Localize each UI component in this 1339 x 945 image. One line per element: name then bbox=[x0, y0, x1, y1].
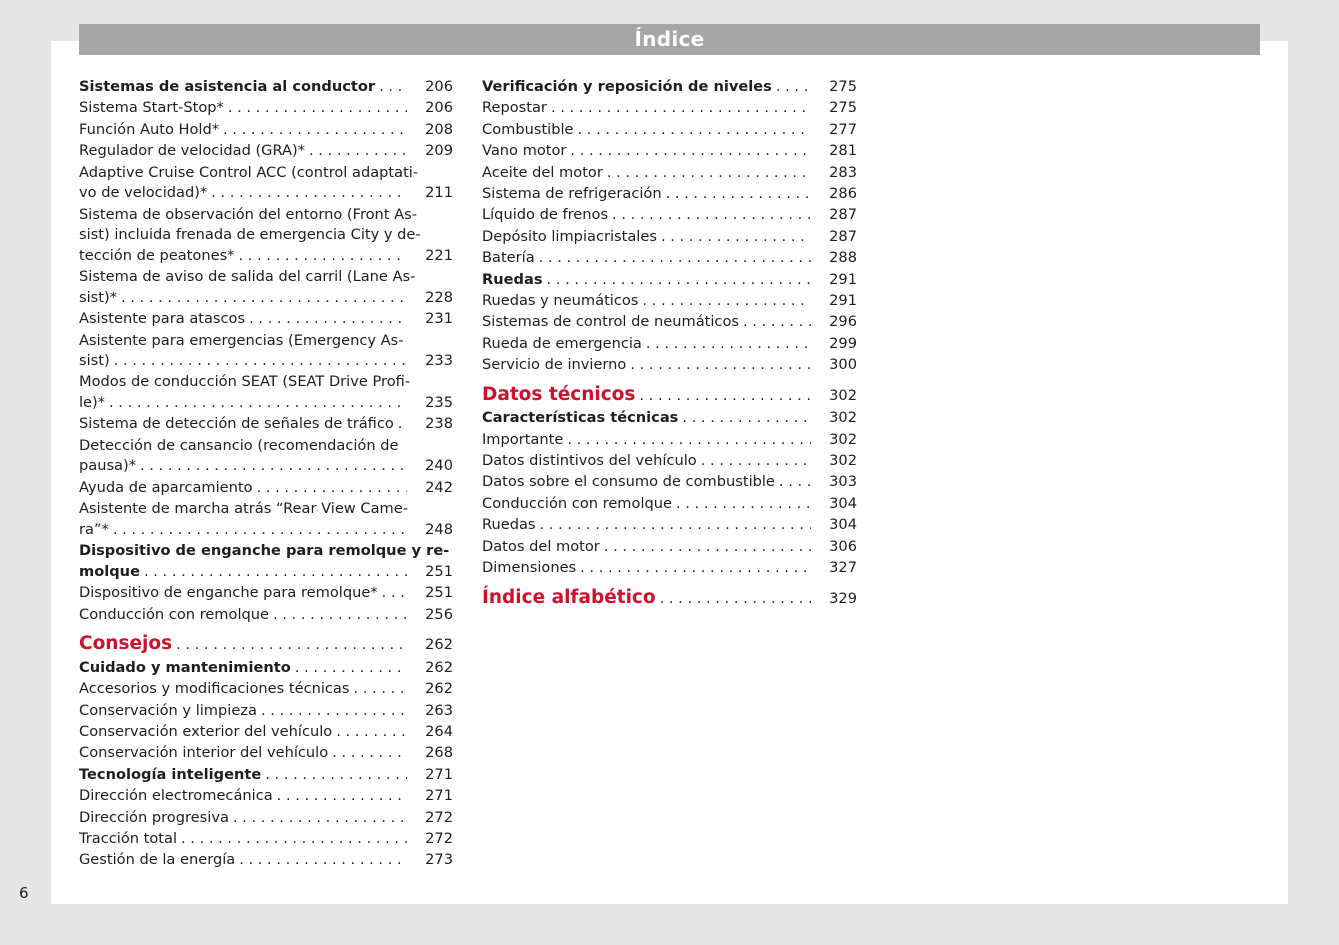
toc-entry-text: Sistema de aviso de salida del carril (Lane As- bbox=[79, 268, 416, 286]
toc-page-number: 262 bbox=[425, 636, 453, 654]
toc-entry-text: tección de peatones* bbox=[79, 246, 235, 264]
toc-page-number: 272 bbox=[425, 829, 453, 847]
dot-leader bbox=[547, 270, 811, 291]
dot-leader bbox=[607, 163, 811, 184]
toc-page-number: 275 bbox=[829, 99, 857, 117]
toc-page-number: 209 bbox=[425, 142, 453, 160]
toc-page-number: 291 bbox=[829, 270, 857, 288]
toc-page-number: 228 bbox=[425, 288, 453, 306]
dot-leader bbox=[273, 605, 407, 626]
toc-entry-text: Cuidado y mantenimiento bbox=[79, 658, 291, 676]
toc-entry-text: Ruedas y neumáticos bbox=[482, 291, 639, 309]
toc-entry[interactable] bbox=[482, 558, 857, 579]
toc-entry-text: Consejos bbox=[79, 633, 173, 655]
toc-entry-text: Depósito limpiacristales bbox=[482, 227, 657, 245]
toc-entry-text: Batería bbox=[482, 249, 535, 267]
dot-leader bbox=[580, 558, 811, 579]
toc-page-number: 304 bbox=[829, 494, 857, 512]
dot-leader bbox=[228, 98, 407, 119]
toc-entry[interactable] bbox=[482, 270, 857, 291]
toc-entry[interactable] bbox=[79, 658, 453, 679]
toc-page-number: 306 bbox=[829, 537, 857, 555]
toc-page-number: 251 bbox=[425, 584, 453, 602]
toc-entry-text: Detección de cansancio (recomendación de bbox=[79, 436, 399, 454]
toc-page-number: 238 bbox=[425, 415, 453, 433]
toc-entry[interactable] bbox=[79, 679, 453, 700]
dot-leader bbox=[379, 77, 407, 98]
toc-entry-text: Sistema de detección de señales de tráfico bbox=[79, 415, 394, 433]
toc-entry[interactable] bbox=[79, 205, 453, 267]
toc-entry[interactable] bbox=[482, 537, 857, 558]
toc-entry[interactable] bbox=[482, 291, 857, 312]
toc-entry-text: Sistema Start-Stop* bbox=[79, 99, 224, 117]
toc-entry-text: Sistema de observación del entorno (Front As- bbox=[79, 205, 418, 223]
toc-page-number: 262 bbox=[425, 658, 453, 676]
toc-entry-text: Tracción total bbox=[79, 829, 178, 847]
toc-entry-text: Sistema de refrigeración bbox=[482, 184, 662, 202]
toc-entry[interactable] bbox=[482, 248, 857, 269]
dot-leader bbox=[332, 743, 407, 764]
toc-entry-text: ra”* bbox=[79, 520, 109, 538]
toc-page-number: 286 bbox=[829, 184, 857, 202]
toc-page-number: 242 bbox=[425, 478, 453, 496]
dot-leader bbox=[676, 494, 811, 515]
dot-leader bbox=[121, 288, 407, 309]
toc-entry-text: Dirección electromecánica bbox=[79, 787, 273, 805]
toc-entry-text: sist) incluida frenada de emergencia City y de- bbox=[79, 226, 421, 244]
toc-entry-text: Conservación y limpieza bbox=[79, 701, 257, 719]
toc-entry-text: sist) bbox=[79, 352, 110, 370]
toc-entry-text: Conducción con remolque bbox=[79, 605, 269, 623]
page-title: Índice bbox=[634, 27, 705, 51]
toc-page-number: 268 bbox=[425, 744, 453, 762]
dot-leader bbox=[779, 472, 811, 493]
toc-entry[interactable] bbox=[482, 494, 857, 515]
toc-entry-text: Función Auto Hold* bbox=[79, 120, 220, 138]
toc-entry-text: Asistente para atascos bbox=[79, 310, 246, 328]
dot-leader bbox=[238, 246, 407, 267]
toc-page-number: 283 bbox=[829, 163, 857, 181]
toc-page-number: 271 bbox=[425, 765, 453, 783]
toc-entry[interactable] bbox=[482, 312, 857, 333]
dot-leader bbox=[181, 829, 407, 850]
toc-page-number: 235 bbox=[425, 394, 453, 412]
toc-entry-text: sist)* bbox=[79, 288, 117, 306]
toc-entry-text: Dispositivo de enganche para remolque y re- bbox=[79, 542, 450, 560]
dot-leader bbox=[646, 334, 811, 355]
toc-entry-text: Vano motor bbox=[482, 142, 567, 160]
toc-entry[interactable] bbox=[482, 334, 857, 355]
toc-page-number: 275 bbox=[829, 78, 857, 95]
toc-entry-text: Rueda de emergencia bbox=[482, 334, 642, 352]
toc-right-column bbox=[482, 77, 857, 611]
toc-entry[interactable] bbox=[79, 743, 453, 764]
toc-entry[interactable] bbox=[482, 184, 857, 205]
toc-chapter-entry[interactable] bbox=[482, 588, 857, 610]
toc-page-number: 304 bbox=[829, 516, 857, 534]
dot-leader bbox=[661, 227, 811, 248]
toc-entry-text: le)* bbox=[79, 394, 106, 412]
toc-entry-text: Asistente de marcha atrás “Rear View Came- bbox=[79, 500, 408, 518]
toc-entry[interactable] bbox=[79, 765, 453, 786]
toc-entry[interactable] bbox=[482, 77, 857, 98]
dot-leader bbox=[743, 312, 811, 333]
toc-page-number: 256 bbox=[425, 605, 453, 623]
dot-leader bbox=[140, 456, 407, 477]
toc-entry[interactable] bbox=[79, 98, 453, 119]
dot-leader bbox=[682, 408, 811, 429]
dot-leader bbox=[540, 515, 811, 536]
index-header-bar bbox=[79, 24, 1260, 55]
toc-page-number: 287 bbox=[829, 227, 857, 245]
toc-left-column bbox=[79, 77, 453, 872]
toc-entry-text: Repostar bbox=[482, 99, 547, 117]
toc-entry-text: Dispositivo de enganche para remolque* bbox=[79, 584, 378, 602]
toc-entry-text: Servicio de invierno bbox=[482, 356, 627, 374]
toc-entry-text: Tecnología inteligente bbox=[79, 765, 262, 783]
dot-leader bbox=[144, 562, 407, 583]
toc-entry[interactable] bbox=[79, 163, 453, 204]
toc-entry[interactable] bbox=[79, 808, 453, 829]
toc-entry-text: Datos del motor bbox=[482, 537, 600, 555]
toc-entry[interactable] bbox=[482, 472, 857, 493]
toc-page-number: 231 bbox=[425, 310, 453, 328]
toc-entry-text: Importante bbox=[482, 430, 564, 448]
dot-leader bbox=[570, 141, 811, 162]
toc-entry-text: Regulador de velocidad (GRA)* bbox=[79, 142, 305, 160]
dot-leader bbox=[233, 808, 407, 829]
toc-entry[interactable] bbox=[482, 451, 857, 472]
toc-entry-text: Ruedas bbox=[482, 270, 543, 288]
toc-page-number: 206 bbox=[425, 99, 453, 117]
toc-page-number: 206 bbox=[425, 78, 453, 95]
toc-page-number: 208 bbox=[425, 120, 453, 138]
toc-entry-text: pausa)* bbox=[79, 457, 136, 475]
toc-page-number: 302 bbox=[829, 452, 857, 470]
dot-leader bbox=[604, 537, 811, 558]
toc-entry-text: Aceite del motor bbox=[482, 163, 603, 181]
dot-leader bbox=[701, 451, 811, 472]
dot-leader bbox=[261, 701, 407, 722]
toc-entry-text: Datos sobre el consumo de combustible bbox=[482, 473, 775, 491]
toc-entry-text: Verificación y reposición de niveles bbox=[482, 78, 772, 95]
dot-leader bbox=[567, 430, 811, 451]
toc-entry-text: Ruedas bbox=[482, 516, 536, 534]
dot-leader bbox=[551, 98, 811, 119]
toc-page-number: 233 bbox=[425, 352, 453, 370]
dot-leader bbox=[539, 248, 811, 269]
dot-leader bbox=[639, 386, 811, 407]
toc-entry[interactable] bbox=[482, 408, 857, 429]
dot-leader bbox=[109, 393, 407, 414]
toc-entry-text: Gestión de la energía bbox=[79, 851, 236, 869]
dot-leader bbox=[353, 679, 407, 700]
dot-leader bbox=[277, 786, 407, 807]
toc-entry[interactable] bbox=[79, 77, 453, 98]
toc-entry[interactable] bbox=[79, 850, 453, 871]
toc-page-number: 291 bbox=[829, 291, 857, 309]
toc-page-number: 262 bbox=[425, 680, 453, 698]
dot-leader bbox=[265, 765, 407, 786]
toc-entry-text: Sistemas de asistencia al conductor bbox=[79, 78, 376, 95]
toc-entry-text: Conservación exterior del vehículo bbox=[79, 722, 333, 740]
dot-leader bbox=[382, 583, 407, 604]
toc-entry[interactable] bbox=[482, 205, 857, 226]
toc-page-number: 299 bbox=[829, 334, 857, 352]
dot-leader bbox=[223, 120, 407, 141]
toc-entry[interactable] bbox=[79, 605, 453, 626]
toc-entry-text: molque bbox=[79, 562, 140, 580]
toc-entry[interactable] bbox=[482, 227, 857, 248]
toc-page-number: 277 bbox=[829, 120, 857, 138]
toc-entry-text: Líquido de frenos bbox=[482, 206, 609, 224]
toc-page-number: 271 bbox=[425, 787, 453, 805]
toc-chapter-entry[interactable] bbox=[79, 634, 453, 656]
toc-entry[interactable] bbox=[79, 583, 453, 604]
toc-page-number: 221 bbox=[425, 246, 453, 264]
toc-page-number: 251 bbox=[425, 562, 453, 580]
toc-entry[interactable] bbox=[79, 499, 453, 540]
toc-entry[interactable] bbox=[79, 141, 453, 162]
toc-page-number: 302 bbox=[829, 386, 857, 404]
toc-entry[interactable] bbox=[482, 355, 857, 376]
toc-entry[interactable] bbox=[79, 701, 453, 722]
toc-entry-text: Conservación interior del vehículo bbox=[79, 744, 329, 762]
dot-leader bbox=[398, 414, 407, 435]
dot-leader bbox=[249, 309, 407, 330]
toc-entry[interactable] bbox=[79, 478, 453, 499]
dot-leader bbox=[336, 722, 407, 743]
toc-page-number: 240 bbox=[425, 457, 453, 475]
toc-entry[interactable] bbox=[482, 141, 857, 162]
toc-entry[interactable] bbox=[79, 267, 453, 308]
dot-leader bbox=[578, 120, 811, 141]
toc-entry[interactable] bbox=[79, 309, 453, 330]
dot-leader bbox=[642, 291, 811, 312]
toc-page-number: 248 bbox=[425, 520, 453, 538]
toc-entry[interactable] bbox=[79, 120, 453, 141]
dot-leader bbox=[295, 658, 407, 679]
toc-entry[interactable] bbox=[79, 722, 453, 743]
toc-page-number: 300 bbox=[829, 356, 857, 374]
toc-entry-text: Modos de conducción SEAT (SEAT Drive Profi- bbox=[79, 373, 411, 391]
toc-entry[interactable] bbox=[482, 163, 857, 184]
dot-leader bbox=[113, 520, 407, 541]
toc-entry[interactable] bbox=[482, 120, 857, 141]
toc-page-number: 281 bbox=[829, 142, 857, 160]
dot-leader bbox=[239, 850, 407, 871]
toc-entry[interactable] bbox=[79, 372, 453, 413]
toc-page-number: 296 bbox=[829, 313, 857, 331]
toc-entry-text: Datos distintivos del vehículo bbox=[482, 452, 697, 470]
dot-leader bbox=[309, 141, 407, 162]
dot-leader bbox=[257, 478, 407, 499]
toc-page-number: 327 bbox=[829, 559, 857, 576]
toc-entry[interactable] bbox=[482, 515, 857, 536]
toc-entry[interactable] bbox=[482, 98, 857, 119]
dot-leader bbox=[114, 351, 407, 372]
toc-entry[interactable] bbox=[79, 829, 453, 850]
dot-leader bbox=[776, 77, 811, 98]
toc-page-number: 288 bbox=[829, 249, 857, 267]
toc-entry-text: Adaptive Cruise Control ACC (control adaptati- bbox=[79, 163, 419, 181]
page-number: 6 bbox=[19, 884, 29, 902]
toc-entry-text: Características técnicas bbox=[482, 409, 679, 427]
toc-page-number: 273 bbox=[425, 851, 453, 869]
toc-page-number: 264 bbox=[425, 722, 453, 740]
dot-leader bbox=[660, 589, 811, 610]
toc-entry[interactable] bbox=[79, 786, 453, 807]
toc-page-number: 272 bbox=[425, 808, 453, 826]
dot-leader bbox=[612, 205, 811, 226]
toc-entry[interactable] bbox=[79, 331, 453, 372]
toc-page-number: 303 bbox=[829, 473, 857, 491]
toc-entry-text: Asistente para emergencias (Emergency As- bbox=[79, 331, 404, 349]
toc-entry[interactable] bbox=[79, 541, 453, 582]
toc-page-number: 329 bbox=[829, 589, 857, 607]
toc-page-number: 211 bbox=[425, 184, 453, 202]
dot-leader bbox=[630, 355, 811, 376]
toc-entry-text: Ayuda de aparcamiento bbox=[79, 478, 253, 496]
toc-entry[interactable] bbox=[79, 436, 453, 477]
dot-leader bbox=[666, 184, 811, 205]
toc-page-number: 287 bbox=[829, 206, 857, 224]
toc-page-number: 302 bbox=[829, 430, 857, 448]
toc-entry-text: Dimensiones bbox=[482, 559, 577, 576]
toc-entry[interactable] bbox=[482, 430, 857, 451]
toc-entry-text: Accesorios y modificaciones técnicas bbox=[79, 680, 350, 698]
toc-entry[interactable] bbox=[79, 414, 453, 435]
toc-entry-text: Índice alfabético bbox=[482, 586, 656, 608]
toc-chapter-entry[interactable] bbox=[482, 385, 857, 407]
toc-entry-text: Datos técnicos bbox=[482, 383, 636, 405]
toc-page-number: 263 bbox=[425, 701, 453, 719]
toc-entry-text: Combustible bbox=[482, 120, 574, 138]
dot-leader bbox=[176, 635, 407, 656]
toc-entry-text: vo de velocidad)* bbox=[79, 184, 208, 202]
toc-entry-text: Sistemas de control de neumáticos bbox=[482, 313, 739, 331]
toc-entry-text: Dirección progresiva bbox=[79, 808, 229, 826]
toc-entry-text: Conducción con remolque bbox=[482, 494, 672, 512]
toc-page-number: 302 bbox=[829, 409, 857, 427]
dot-leader bbox=[211, 183, 407, 204]
